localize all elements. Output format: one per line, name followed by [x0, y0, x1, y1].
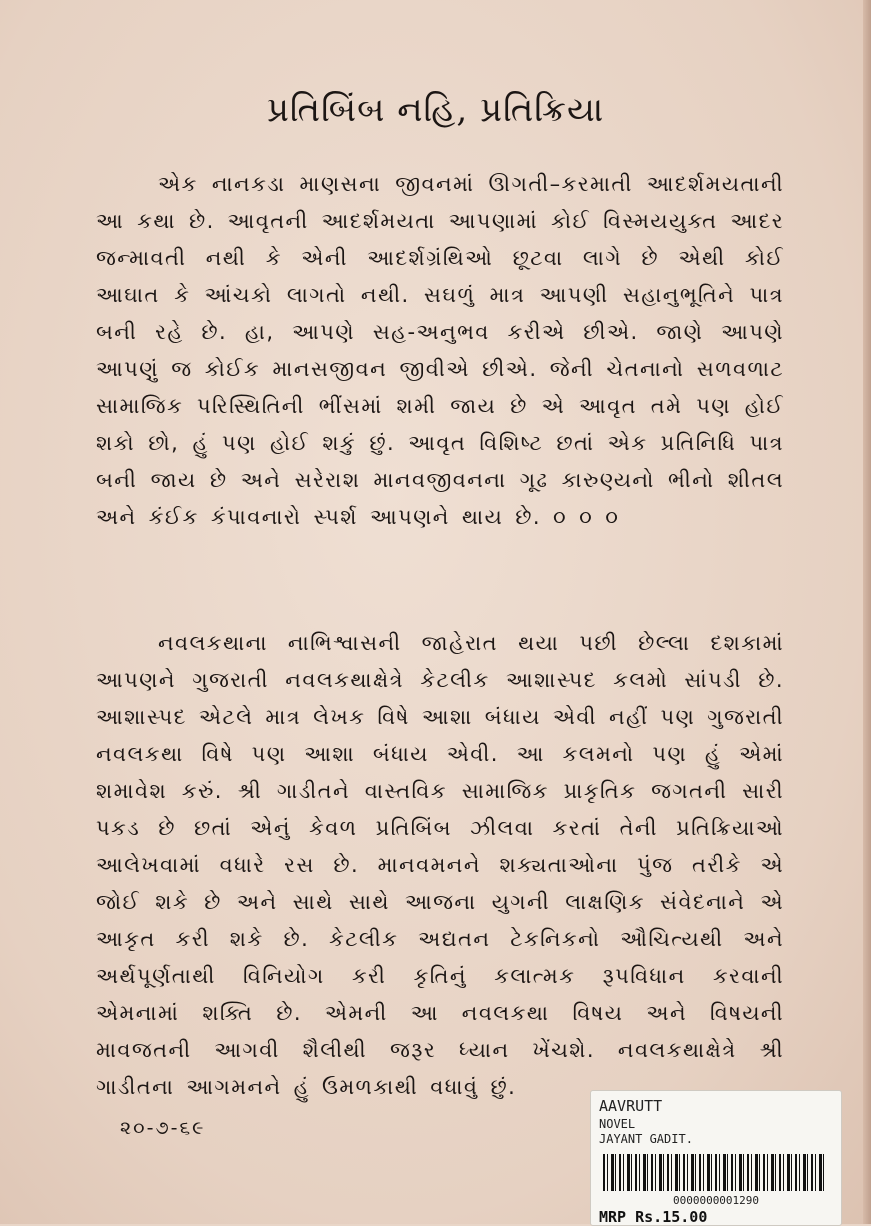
paragraph-2: નવલકથાના નાભિશ્વાસની જાહેરાત થયા પછી છેલ્લા દશકામાં આપણને ગુજરાતી નવલકથાક્ષેત્રે કેટલીક આશાસ્પદ કલમો સાંપડી છે. આશાસ્પદ એટલે માત્ર લેખક વિષે આશા બંધાય એવી નહીં પણ ગુજરાતી નવલકથા વિષે પણ આશા બંધાય એવી. આ કલમનો પણ હું એમાં શમાવેશ કરું. શ્રી ગાડીતને વાસ્તવિક સામાજિક પ્રાકૃતિક જગતની સારી પકડ છે છતાં એનું કેવળ પ્રતિબિંબ ઝીલવા કરતાં તેની પ્રતિક્રિયાઓ આલેખવામાં વધારે રસ છે. માનવમનને શક્યતાઓના પુંજ તરીકે એ જોઈ શકે છે અને સાથે સાથે આજના યુગની લાક્ષણિક સંવેદનાને એ આકૃત કરી શકે છે. કેટલીક અદ્યતન ટેકનિકનો ઔચિત્યથી અને અર્થપૂર્ણતાથી વિનિયોગ કરી કૃતિનું કલાત્મક રૂપવિધાન કરવાની એમનામાં શક્તિ છે. એમની આ નવલકથા વિષય અને વિષયની માવજતની આગવી શૈલીથી જરૂર ધ્યાન ખેંચશે. નવલકથાક્ષેત્રે શ્રી ગાડીતના આગમનને હું ઉમળકાથી વધાવું છું. [96, 631, 784, 1099]
cover-edge [863, 0, 871, 1224]
price-barcode-sticker [590, 1090, 842, 1226]
date: ૨૦-૭-૬૯ [120, 1117, 206, 1139]
paragraph-1: એક નાનકડા માણસના જીવનમાં ઊગતી–કરમાતી આદર્શમયતાની આ કથા છે. આવૃતની આદર્શમયતા આપણામાં કોઈ વિસ્મયયુક્ત આદર જન્માવતી નથી કે એની આદર્શગ્રંથિઓ છૂટવા લાગે છે એથી કોઈ આઘાત કે આંચકો લાગતો નથી. સઘળું માત્ર આપણી સહાનુભૂતિને પાત્ર બની રહે છે. હા, આપણે સહ-અનુભવ કરીએ છીએ. જાણે આપણે આપણું જ કોઈક માનસજીવન જીવીએ છીએ. જેની ચેતનાનો સળવળાટ સામાજિક પરિસ્થિતિની ભીંસમાં શમી જાય છે એ આવૃત તમે પણ હોઈ શકો છો, હું પણ હોઈ શકું છું. આવૃત વિશિષ્ટ છતાં એક પ્રતિનિધિ પાત્ર બની જાય છે અને સરેરાશ માનવજીવનના ગૂઢ કારુણ્યનો ભીનો શીતલ અને કંઈક કંપાવનારો સ્પર્શ આપણને થાય છે. ૦ ૦ ૦ [96, 172, 784, 529]
barcode-icon [603, 1154, 825, 1191]
sticker-book-type: NOVEL [599, 1117, 636, 1131]
sticker-barcode-number: 0000000001290 [672, 1194, 760, 1207]
sticker-author: JAYANT GADIT. [599, 1132, 693, 1146]
page-title: પ્રતિબિંબ નહિ, પ્રતિક્રિયા [266, 90, 605, 130]
sticker-price: MRP Rs.15.00 [599, 1208, 708, 1226]
sticker-book-title: AAVRUTT [599, 1097, 663, 1115]
